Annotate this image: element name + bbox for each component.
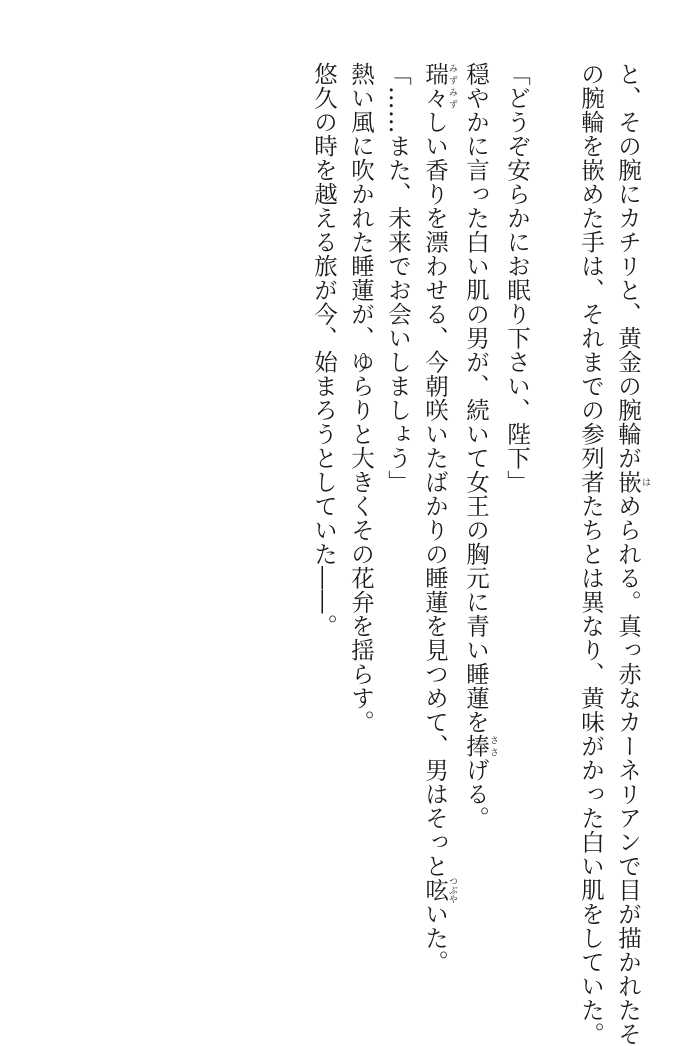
text-line — [416, 62, 457, 974]
text-run: 悠久の時を越える旅が今、始まろうとしていた――。 — [310, 62, 338, 638]
text-line — [342, 62, 379, 962]
ruby-reading: つぶや — [447, 876, 457, 904]
text-run: 熱い風に吹かれた睡蓮が、ゆらりと大きくその花弁を揺らす。 — [347, 62, 375, 734]
ruby-reading: は — [640, 470, 650, 494]
ruby-base: 瑞々 — [421, 62, 449, 110]
text-run: 「……また、未来でお会いしましょう」 — [384, 62, 412, 494]
text-run: の腕輪を嵌めた手は、それまでの参列者たちとは異なり、黄味がかった白い肌をしていた。 — [577, 62, 605, 1046]
text-run: いた。 — [421, 902, 449, 974]
paragraph-gap — [535, 62, 572, 962]
ruby-word — [462, 734, 498, 758]
text-run: められる。真っ赤なカーネリアンで目が描かれたそ — [614, 494, 642, 1046]
ruby-base: 捧 — [462, 734, 490, 758]
ruby-word — [614, 470, 650, 494]
text-line — [572, 62, 609, 1046]
text-line — [305, 62, 342, 962]
text-run: と、その腕にカチリと、黄金の腕輪が — [614, 62, 642, 470]
text-run: げる。 — [462, 758, 490, 830]
ruby-word — [421, 62, 457, 110]
text-line — [498, 62, 535, 962]
ruby-base: 呟 — [421, 876, 449, 904]
text-line — [609, 62, 650, 1046]
text-run: 「どうぞ安らかにお眠り下さい、陛下」 — [503, 62, 531, 494]
text-line — [379, 62, 416, 962]
vertical-text-block — [305, 62, 650, 1046]
text-line — [457, 62, 498, 962]
text-run: しい香りを漂わせる、今朝咲いたばかりの睡蓮を見つめて、男はそっと — [421, 110, 449, 878]
ruby-reading: ささ — [488, 734, 498, 758]
text-run: 穏やかに言った白い肌の男が、続いて女王の胸元に青い睡蓮を — [462, 62, 490, 734]
ruby-word — [421, 876, 457, 904]
ruby-base: 嵌 — [614, 470, 642, 494]
ruby-reading: みずみず — [447, 62, 457, 110]
